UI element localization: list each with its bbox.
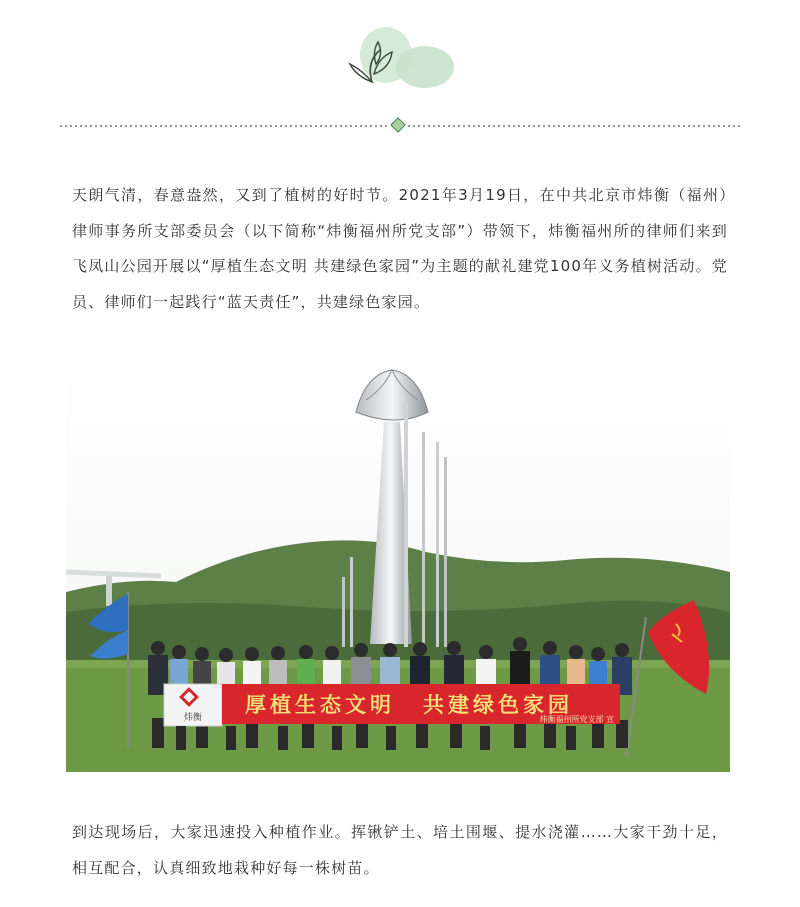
banner-sub-text: 炜衡福州所党支部 宣 [539, 715, 614, 724]
group-photo [66, 362, 730, 772]
diamond-icon [391, 118, 405, 132]
intro-paragraph: 天朗气清，春意盎然，又到了植树的好时节。2021年3月19日，在中共北京市炜衡（福州）律师事务所支部委员会（以下简称“炜衡福州所党支部”）带领下，炜衡福州所的律师们来到飞凤山公园开展以“厚植生态文明 共建绿色家园”为主题的献礼建党100年义务植树活动。党员、律师们一起践行“蓝天责任”，共建绿色家园。 [72, 186, 728, 311]
header-decoration [0, 0, 800, 140]
red-banner [164, 684, 620, 726]
banner-slogan-right: 共建绿色家园 [423, 693, 573, 717]
banner-logo-text: 炜衡 [183, 713, 203, 723]
banner-slogan-left: 厚植生态文明 [245, 693, 395, 717]
activity-paragraph: 到达现场后，大家迅速投入种植作业。挥锹铲土、培土围堰、提水浇灌……大家干劲十足，相互配合，认真细致地栽种好每一株树苗。 [72, 823, 728, 877]
leaf-icon [350, 27, 454, 88]
